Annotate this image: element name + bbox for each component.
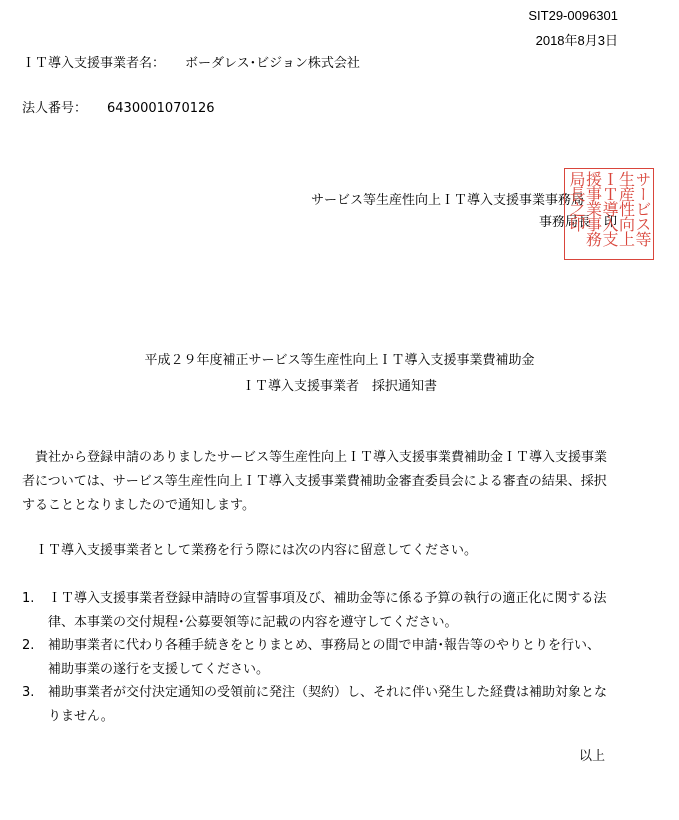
- list-item-number: 2.: [22, 638, 35, 653]
- list-item-text: ＩＴ導入支援事業者登録申請時の宣誓事項及び、補助金等に係る予算の執行の適正化に関する法律、本事業の交付規程･公募要領等に記載の内容を遵守してください。: [48, 591, 607, 630]
- notice-intro: ＩＴ導入支援事業者として業務を行う際には次の内容に留意してください。: [35, 543, 478, 558]
- seal-column: 援事業事務: [583, 171, 603, 246]
- document-date: 2018年8月3日: [535, 33, 618, 48]
- seal-column: ＩＴ導入支: [600, 171, 619, 246]
- corporate-number-value: 6430001070126: [107, 101, 215, 116]
- recipient-line: [22, 52, 360, 71]
- body-paragraph: 貴社から登録申請のありましたサービス等生産性向上ＩＴ導入支援事業費補助金ＩＴ導入支援事業者については、サービス等生産性向上ＩＴ導入支援事業費補助金審査委員会による審査の結果、採択することとなりましたので通知します。: [22, 450, 608, 513]
- list-item-text: 補助事業者が交付決定通知の受領前に発注（契約）し、それに伴い発生した経費は補助対象となりません。: [48, 685, 608, 724]
- seal-column: サービス等: [633, 171, 652, 246]
- corporate-number-label: 法人番号：: [22, 101, 88, 116]
- subject-title-line-1: 平成２９年度補正サービス等生産性向上ＩＴ導入支援事業費補助金: [144, 353, 535, 368]
- recipient-label: ＩＴ導入支援事業者名：: [22, 56, 166, 71]
- subject-title-line-2: ＩＴ導入支援事業者 採択通知書: [241, 379, 437, 394]
- list-item-number: 1.: [22, 591, 35, 606]
- seal-column: 局長之印: [567, 171, 586, 231]
- official-seal: [564, 168, 654, 260]
- seal-column: 生産性向上: [616, 171, 636, 246]
- closing-mark: 以上: [578, 749, 605, 764]
- issuer-title: 事務局長 印: [538, 215, 617, 230]
- document-number: SIT29-0096301: [528, 8, 618, 23]
- recipient-name: ボーダレス･ビジョン株式会社: [185, 56, 360, 71]
- issuer-organization: サービス等生産性向上ＩＴ導入支援事業事務局: [310, 193, 584, 208]
- corporate-number-line: [22, 97, 215, 116]
- list-item-number: 3.: [22, 685, 35, 700]
- list-item-text: 補助事業者に代わり各種手続きをとりまとめ、事務局との間で申請･報告等のやりとりを行い、補助事業の遂行を支援してください。: [48, 638, 600, 677]
